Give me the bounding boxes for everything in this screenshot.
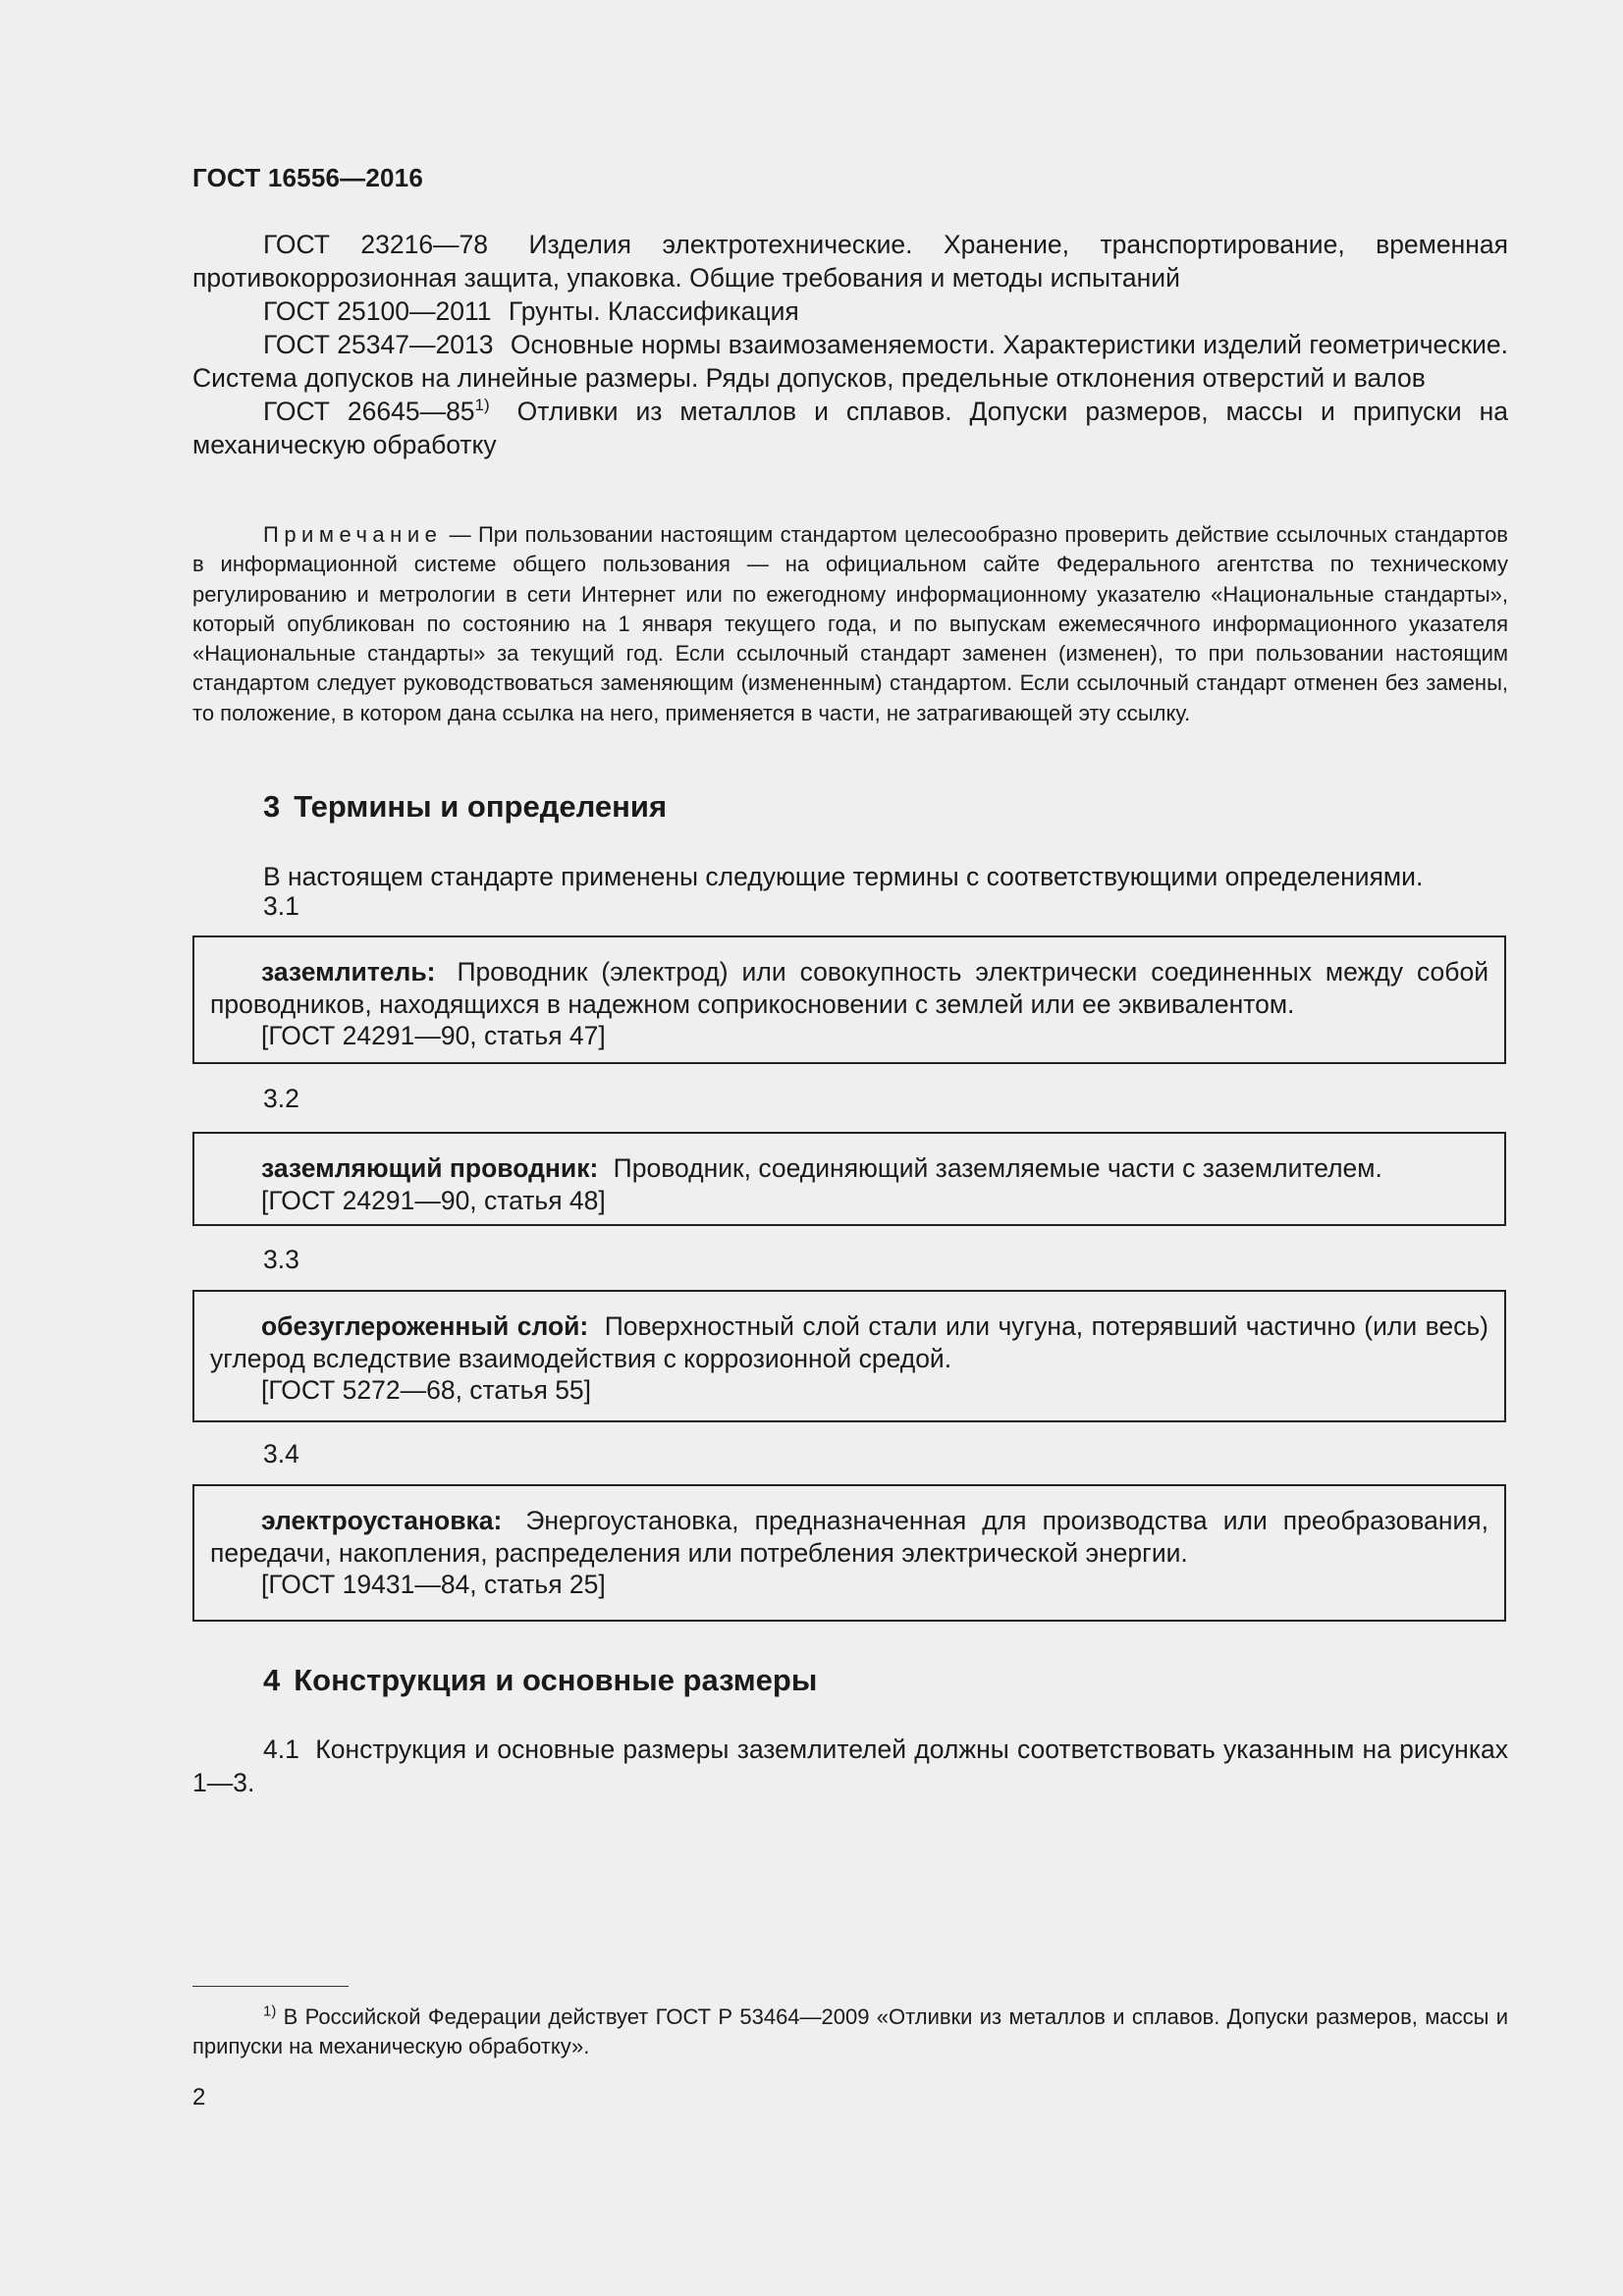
section-title: Конструкция и основные размеры (294, 1663, 818, 1697)
term-definition (210, 1505, 1488, 1569)
term-source: [ГОСТ 5272—68, статья 55] (261, 1375, 592, 1405)
reference-text: Изделия электротехнические. Хранение, транспортирование, временная противокоррозионная защита, упаковка. Общие требования и методы испытаний (192, 230, 1508, 293)
term-definition-box (192, 1290, 1506, 1422)
reference-item (192, 294, 1508, 328)
reference-code: ГОСТ 26645—85 (263, 397, 475, 426)
clause-4-1 (192, 1733, 1508, 1799)
definition-text: Проводник, соединяющий заземляемые части с заземлителем. (613, 1153, 1382, 1183)
note-paragraph (192, 520, 1508, 728)
definition-text: Поверхностный слой стали или чугуна, потерявший частично (или весь) углерод вследствие взаимодействия с коррозионной средой. (210, 1311, 1488, 1373)
reference-code: ГОСТ 25100—2011 (263, 296, 492, 326)
term-definition (210, 956, 1488, 1020)
footnote-text: В Российской Федерации действует ГОСТ Р 53464—2009 «Отливки из металлов и сплавов. Допуски размеров, массы и припуски на механическую обработку». (192, 2004, 1508, 2058)
term-source: [ГОСТ 19431—84, статья 25] (261, 1570, 606, 1599)
definition-text: Проводник (электрод) или совокупность электрически соединенных между собой проводников, находящихся в надежном соприкосновении с землей или ее эквивалентом. (210, 957, 1488, 1019)
footnote-marker: 1) (263, 2002, 277, 2020)
clause-text: Конструкция и основные размеры заземлителей должны соответствовать указанным на рисунках 1—3. (192, 1735, 1508, 1797)
footnote-marker: 1) (474, 396, 490, 415)
term-name: обезуглероженный слой: (261, 1311, 589, 1341)
definition-text: Энергоустановка, предназначенная для производства или преобразования, передачи, накопления, распределения или потребления электрической энергии. (210, 1506, 1488, 1568)
note-label: Примечание (263, 522, 443, 547)
reference-item (192, 395, 1508, 461)
reference-item (192, 228, 1508, 294)
term-name: заземляющий проводник: (261, 1153, 599, 1183)
reference-item (192, 328, 1508, 395)
footnote (192, 2002, 1508, 2061)
section-3-heading (263, 789, 667, 825)
term-source: [ГОСТ 24291—90, статья 48] (261, 1185, 606, 1215)
normative-references (192, 228, 1508, 461)
section-number: 3 (263, 789, 281, 824)
footnote-separator (192, 1986, 349, 1987)
term-definition-box (192, 1132, 1506, 1226)
term-number: 3.3 (263, 1245, 299, 1274)
term-definition-box (192, 1484, 1506, 1622)
section-4-heading (263, 1663, 817, 1698)
section-title: Термины и определения (294, 789, 668, 824)
term-source: [ГОСТ 24291—90, статья 47] (261, 1021, 606, 1050)
term-number: 3.4 (263, 1439, 299, 1468)
term-definition (210, 1152, 1488, 1185)
reference-code: ГОСТ 25347—2013 (263, 330, 494, 359)
term-definition-box (192, 935, 1506, 1064)
page-header: ГОСТ 16556—2016 (192, 163, 423, 192)
term-number: 3.1 (263, 891, 299, 921)
section-number: 4 (263, 1663, 281, 1697)
term-definition (210, 1310, 1488, 1374)
clause-number: 4.1 (263, 1735, 299, 1764)
reference-text: Грунты. Классификация (508, 296, 799, 326)
section-3-intro: В настоящем стандарте применены следующие термины с соответствующими определениями. (263, 862, 1424, 891)
reference-code: ГОСТ 23216—78 (263, 230, 489, 259)
term-number: 3.2 (263, 1084, 299, 1113)
term-name: электроустановка: (261, 1506, 503, 1535)
page-number: 2 (192, 2084, 206, 2110)
reference-text: Отливки из металлов и сплавов. Допуски размеров, массы и припуски на механическую обработку (192, 397, 1508, 459)
note-text: — При пользовании настоящим стандартом целесообразно проверить действие ссылочных стандартов в информационной системе общего пользования — на официальном сайте Федерального агентства по техническому регулированию и метрологии в сети Интернет или по ежегодному информационному указателю «Национальные стандарты», который опубликован по состоянию на 1 января текущего года, и по выпускам ежемесячного информационного указателя «Национальные стандарты» за текущий год. Если ссылочный стандарт заменен (изменен), то при пользовании настоящим стандартом следует руководствоваться заменяющим (измененным) стандартом. Если ссылочный стандарт отменен без замены, то положение, в котором дана ссылка на него, применяется в части, не затрагивающей эту ссылку. (192, 522, 1508, 725)
term-name: заземлитель: (261, 957, 436, 987)
reference-text: Основные нормы взаимозаменяемости. Характеристики изделий геометрические. Система допусков на линейные размеры. Ряды допусков, предельные отклонения отверстий и валов (192, 330, 1508, 393)
